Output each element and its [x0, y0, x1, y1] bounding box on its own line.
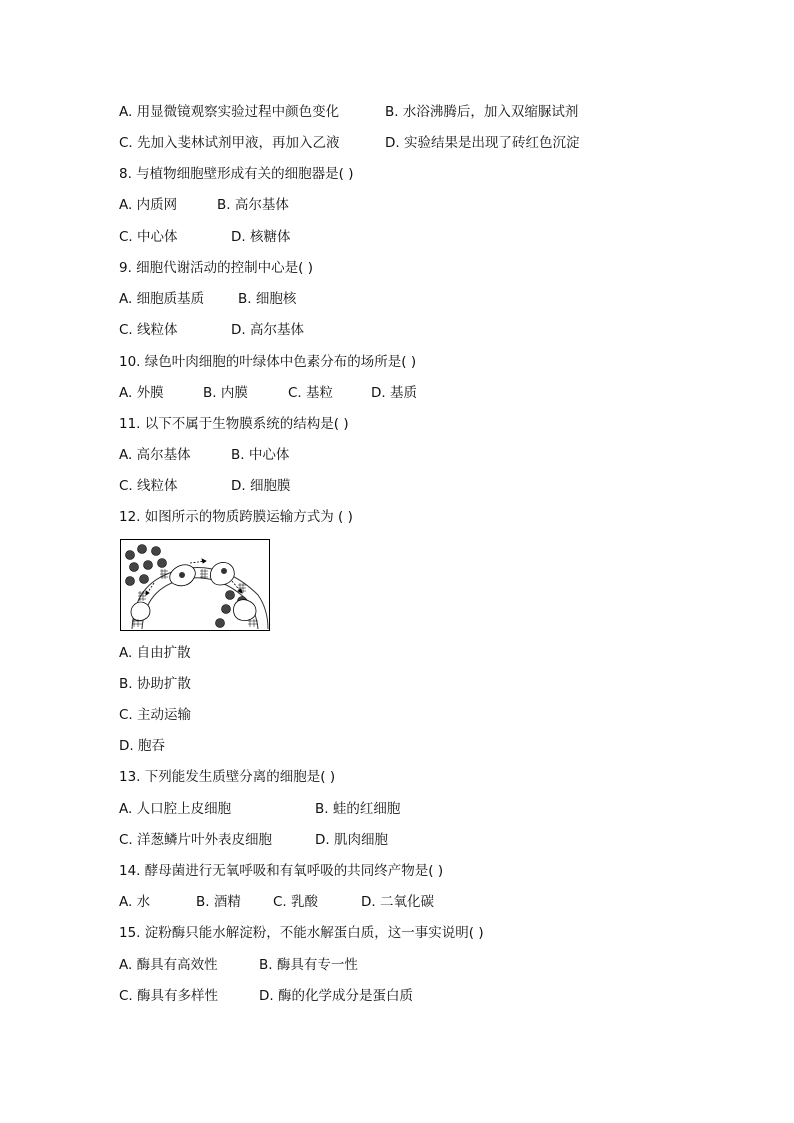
q13-stem: 13. 下列能发生质壁分离的细胞是( ): [119, 769, 336, 785]
q12-option-b: B. 协助扩散: [119, 676, 191, 692]
q12-stem: 12. 如图所示的物质跨膜运输方式为 ( ): [119, 509, 353, 525]
q14-option-c: C. 乳酸: [273, 894, 319, 910]
q13-option-a: A. 人口腔上皮细胞: [119, 801, 232, 817]
q12-option-d: D. 胞吞: [119, 738, 165, 754]
q13-option-b: B. 蛙的红细胞: [315, 801, 401, 817]
q13-option-c: C. 洋葱鳞片叶外表皮细胞: [119, 832, 273, 848]
q14-stem: 14. 酵母菌进行无氧呼吸和有氧呼吸的共同终产物是( ): [119, 863, 444, 879]
q11-option-b: B. 中心体: [231, 447, 290, 463]
q15-stem: 15. 淀粉酶只能水解淀粉，不能水解蛋白质，这一事实说明( ): [119, 925, 484, 941]
q12-option-c: C. 主动运输: [119, 707, 192, 723]
q15-option-a: A. 酶具有高效性: [119, 957, 218, 973]
q10-stem: 10. 绿色叶肉细胞的叶绿体中色素分布的场所是( ): [119, 354, 417, 370]
q13-option-d: D. 肌肉细胞: [315, 832, 388, 848]
q11-option-d: D. 细胞膜: [231, 478, 291, 494]
q15-option-d: D. 酶的化学成分是蛋白质: [259, 988, 413, 1004]
q9-stem: 9. 细胞代谢活动的控制中心是( ): [119, 260, 313, 276]
q15-option-b: B. 酶具有专一性: [259, 957, 358, 973]
q11-option-c: C. 线粒体: [119, 478, 178, 494]
q8-option-d: D. 核糖体: [231, 229, 291, 245]
membrane-transport-figure: [120, 539, 270, 631]
q8-option-a: A. 内质网: [119, 197, 178, 213]
q8-option-c: C. 中心体: [119, 229, 178, 245]
q7-option-d: D. 实验结果是出现了砖红色沉淀: [385, 135, 580, 151]
q7-option-a: A. 用显微镜观察实验过程中颜色变化: [119, 104, 340, 120]
q10-option-c: C. 基粒: [288, 385, 334, 401]
q8-stem: 8. 与植物细胞壁形成有关的细胞器是( ): [119, 166, 354, 182]
q9-option-a: A. 细胞质基质: [119, 291, 205, 307]
q9-option-b: B. 细胞核: [238, 291, 297, 307]
q7-option-b: B. 水浴沸腾后，加入双缩脲试剂: [385, 104, 579, 120]
q14-option-d: D. 二氧化碳: [361, 894, 434, 910]
q14-option-b: B. 酒精: [196, 894, 241, 910]
q12-option-a: A. 自由扩散: [119, 645, 191, 661]
q10-option-a: A. 外膜: [119, 385, 164, 401]
q10-option-d: D. 基质: [371, 385, 417, 401]
q11-option-a: A. 高尔基体: [119, 447, 191, 463]
q10-option-b: B. 内膜: [203, 385, 248, 401]
q9-option-c: C. 线粒体: [119, 322, 178, 338]
q9-option-d: D. 高尔基体: [231, 322, 304, 338]
q8-option-b: B. 高尔基体: [217, 197, 289, 213]
q15-option-c: C. 酶具有多样性: [119, 988, 219, 1004]
q7-option-c: C. 先加入斐林试剂甲液，再加入乙液: [119, 135, 340, 151]
q11-stem: 11. 以下不属于生物膜系统的结构是( ): [119, 416, 349, 432]
q14-option-a: A. 水: [119, 894, 151, 910]
